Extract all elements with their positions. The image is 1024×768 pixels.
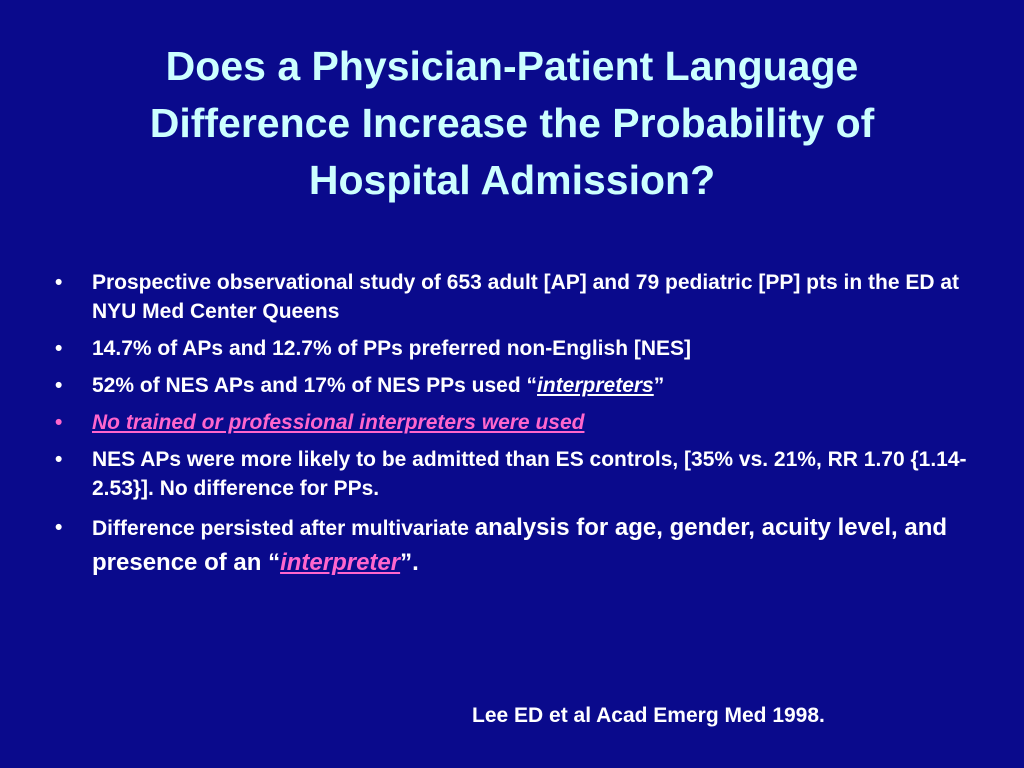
bullet-text-suffix: ”. <box>400 549 419 576</box>
title-line-2: Difference Increase the Probability of <box>149 100 875 146</box>
bullet-text-prefix: 52% of NES APs and 17% of NES PPs used “ <box>92 374 538 397</box>
bullet-text-small: Difference persisted after multivariate <box>92 517 475 540</box>
bullet-item-interpreters-used <box>55 371 1000 400</box>
bullet-dot-icon: • <box>55 374 63 397</box>
title-line-3: Hospital Admission? <box>308 157 716 203</box>
bullet-item-nes-rate <box>55 334 1000 363</box>
bullet-text-study: Prospective observational study of 653 adult [AP] and 79 pediatric [PP] pts in the ED at NYU Med Center Queens <box>92 271 960 323</box>
bullet-dot-icon: • <box>55 516 63 539</box>
bullet-text-large: analysis for age, gender, acuity level, and presence of an “ <box>92 514 948 576</box>
bullet-dot-icon: • <box>55 411 63 434</box>
title-line-1: Does a Physician-Patient Language <box>165 43 859 89</box>
bullet-dot-icon: • <box>55 271 63 294</box>
bullet-item-admission-rate <box>55 445 1000 503</box>
bullet-item-study <box>55 268 1000 326</box>
bullet-text-no-trained: No trained or professional interpreters were used <box>92 411 585 434</box>
bullet-item-no-trained <box>55 408 1000 437</box>
bullet-text-nes-rate: 14.7% of APs and 12.7% of PPs preferred non-English [NES] <box>92 337 692 360</box>
bullet-dot-icon: • <box>55 448 63 471</box>
bullet-list <box>55 268 1000 588</box>
bullet-text-suffix: ” <box>653 374 665 397</box>
bullet-text-admission-rate: NES APs were more likely to be admitted than ES controls, [35% vs. 21%, RR 1.70 {1.14-2.53}]. No difference for PPs. <box>92 448 967 500</box>
emphasis-interpreters: interpreters <box>537 374 654 397</box>
bullet-dot-icon: • <box>55 337 63 360</box>
slide-title <box>40 38 984 209</box>
bullet-text-interpreters-used <box>92 374 664 397</box>
bullet-text-multivariate <box>92 514 947 576</box>
emphasis-interpreter: interpreter <box>280 549 401 576</box>
citation: Lee ED et al Acad Emerg Med 1998. <box>472 704 825 727</box>
bullet-item-multivariate <box>55 511 1000 580</box>
